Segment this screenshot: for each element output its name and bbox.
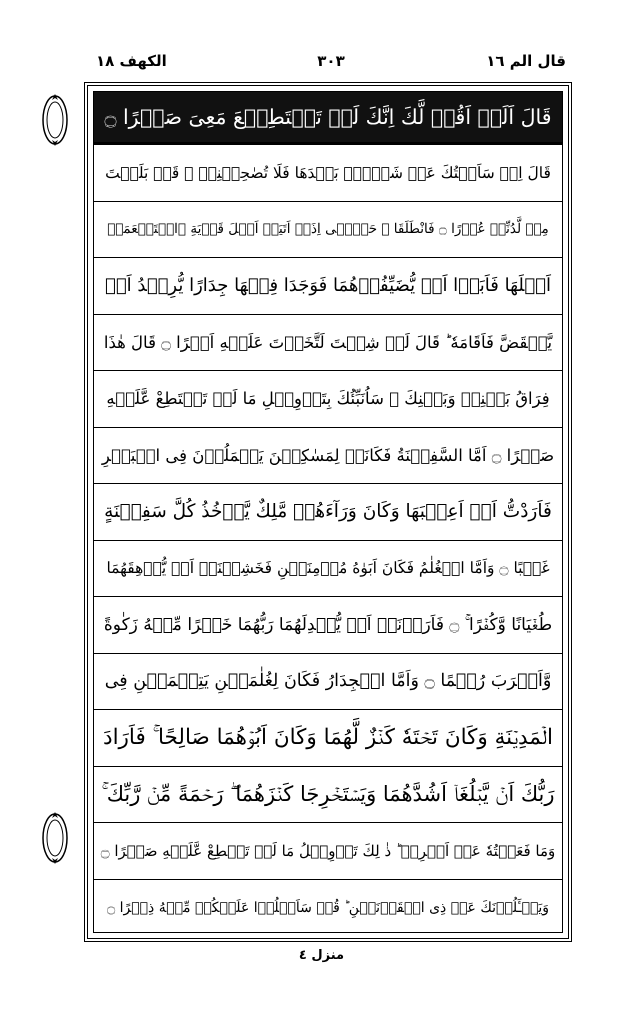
heading-band: [94, 92, 562, 145]
text-frame-inner: [93, 91, 563, 933]
verse-line: [94, 654, 562, 711]
verse-line: [94, 371, 562, 428]
juz-label: قال الم ١٦: [486, 52, 566, 70]
verse-text: صَبۡرًا ۝ اَمَّا السَّفِيۡنَةُ فَكَانَتۡ لِمَسٰكِيۡنَ يَعۡمَلُوۡنَ فِى الۡبَحۡرِ: [101, 445, 555, 465]
surah-label: الكهف ١٨: [96, 52, 167, 70]
verse-text: يَّنۡقَضَّ فَاَقَامَهٗ ؕ قَالَ لَوۡ شِئۡتَ لَتَّخَذۡتَ عَلَيۡهِ اَجۡرًا ۝ قَالَ هٰذَا: [103, 332, 553, 352]
heading-verse: قَالَ اَلَمۡ اَقُلۡ لَّكَ اِنَّكَ لَنۡ تَسۡتَطِيۡعَ مَعِىَ صَبۡرًا ۝: [104, 105, 552, 129]
ruku-ornament-bottom-icon: [40, 810, 70, 866]
verse-text: طُغۡيَانًا وَّكُفۡرًا ۚ ۝ فَاَرَدۡنَاۤ اَنۡ يُّبۡدِلَهُمَا رَبُّهُمَا خَيۡرًا مِّنۡهُ زَكٰوةً: [103, 615, 553, 636]
verse-line: [94, 145, 562, 202]
verse-line: [94, 710, 562, 767]
verse-lines: [94, 145, 562, 932]
verse-text: فِرَاقُ بَيۡنِىۡ وَبَيۡنِكَ ۚ سَاُنَبِّئُكَ بِتَاۡوِيۡلِ مَا لَمۡ تَسۡتَطِعْ عَّلَيۡهِ: [106, 389, 550, 409]
verse-text: مِنۡ لَّدُنِّىۡ عُذۡرًا ۝ فَانْطَلَقَا ۗ حَتّٰۤى اِذَاۤ اَتَيَاۤ اَهۡلَ قَرۡيَةِ ۨاسۡتَطۡعَمَاۤ: [107, 221, 549, 238]
verse-line: [94, 484, 562, 541]
verse-line: [94, 597, 562, 654]
page-number: ٣٠٣: [317, 52, 345, 70]
verse-text: فَاَرَدْتُّ اَنۡ اَعِيۡبَهَا وَكَانَ وَرَآءَهُمۡ مَّلِكٌ يَّاۡخُذُ كُلَّ سَفِيۡنَةٍ: [104, 501, 552, 523]
verse-text: وَّاَقۡرَبَ رُحۡمًا ۝ وَاَمَّا الۡجِدَارُ فَكَانَ لِغُلٰمَيۡنِ يَتِيۡمَيۡنِ فِى: [104, 671, 552, 692]
verse-text: الۡمَدِيۡنَةِ وَكَانَ تَحۡتَهٗ كَنۡزٌ لَّهُمَا وَكَانَ اَبُوۡهُمَا صَالِحًا ۚ فَاَرَادَ: [103, 725, 553, 751]
verse-line: [94, 823, 562, 880]
verse-line: [94, 767, 562, 824]
ruku-ornament-icon: [40, 92, 70, 148]
verse-line: [94, 202, 562, 259]
verse-text: رَبُّكَ اَنۡ يَّبۡلُغَاۤ اَشُدَّهُمَا وَيَسۡتَخۡرِجَا كَنۡزَهُمَا ۖ رَحۡمَةً مِّنۡ رَّبِّكَ ۚ: [101, 781, 555, 806]
verse-line: [94, 428, 562, 485]
verse-text: اَهۡلَهَا فَاَبَوۡا اَنۡ يُّضَيِّفُوۡهُمَا فَوَجَدَا فِيۡهَا جِدَارًا يُّرِيۡدُ اَنۡ: [105, 275, 551, 297]
verse-line: [94, 258, 562, 315]
manzil-footer: منزل ٤: [298, 948, 345, 963]
verse-line: [94, 541, 562, 598]
verse-text: وَمَا فَعَلۡتُهٗ عَنۡ اَمۡرِىۡ ؕ ذٰ لِكَ تَاۡوِيۡلُ مَا لَمۡ تَسۡطِعْ عَّلَيۡهِ صَبۡرًا ۝: [100, 841, 556, 860]
text-frame: [84, 82, 572, 942]
verse-text: وَيَسۡـَٔلُوۡنَكَ عَنۡ ذِى الۡقَرۡنَيۡنِ ؕ قُلۡ سَاَتۡلُوۡا عَلَيۡكُمۡ مِّنۡهُ ذِكۡرًا ۝: [106, 899, 550, 916]
verse-text: قَالَ اِنۡ سَاَلۡتُكَ عَنۡ شَىۡءٍۢ بَعۡدَهَا فَلَا تُصٰحِبۡنِىۡ ۚ قَدۡ بَلَغۡتَ: [105, 163, 551, 182]
verse-line: [94, 315, 562, 372]
page-header: [96, 52, 566, 78]
verse-text: غَصۡبًا ۝ وَاَمَّا الۡغُلٰمُ فَكَانَ اَبَوٰهُ مُؤۡمِنَيۡنِ فَخَشِيۡنَاۤ اَنۡ يُّرۡهِقَهُمَا: [106, 559, 550, 578]
verse-line: [94, 880, 562, 937]
